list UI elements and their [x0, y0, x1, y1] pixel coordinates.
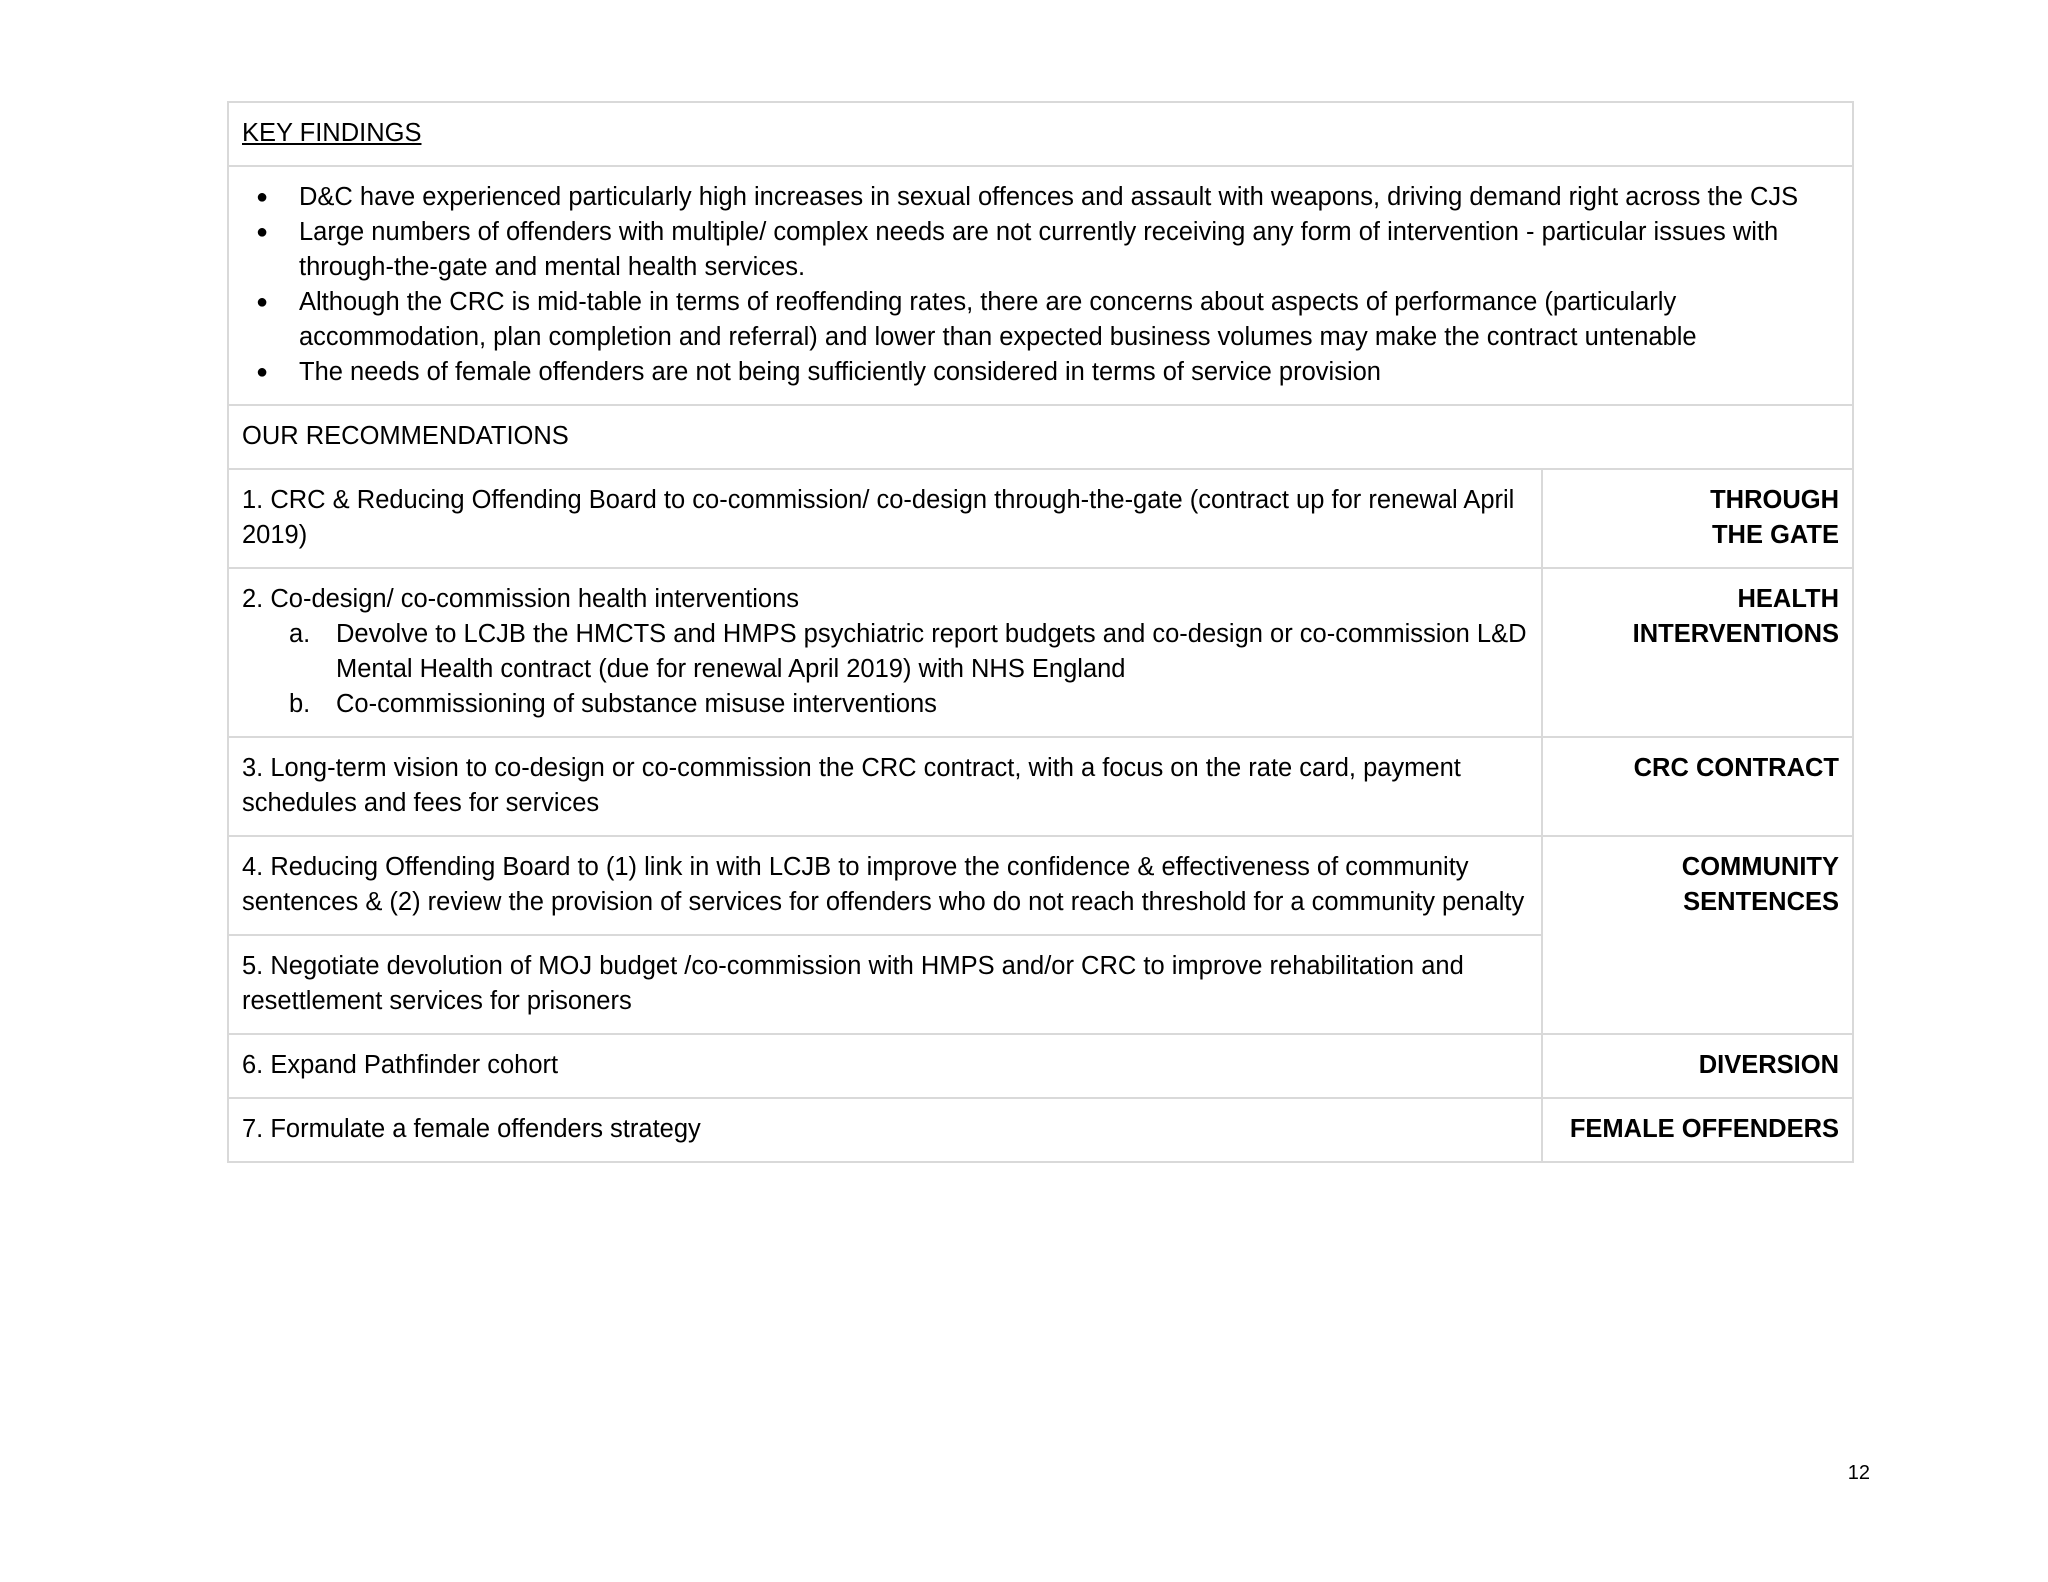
bullet-icon: ● [256, 291, 269, 313]
recommendation-text: 3. Long-term vision to co-design or co-commission the CRC contract, with a focus on the rate card, payment schedules and fees for services [242, 754, 1461, 817]
tag-line: COMMUNITY [1681, 853, 1840, 881]
list-item [242, 687, 1528, 722]
recommendations-heading-cell [228, 405, 1853, 469]
bullet-icon: ● [256, 361, 269, 383]
recommendation-tag-cell [1542, 1098, 1853, 1162]
sub-item-letter: b. [289, 690, 311, 718]
recommendation-cell [228, 1034, 1542, 1098]
key-findings-row [228, 166, 1853, 405]
tag-line: FEMALE OFFENDERS [1569, 1115, 1840, 1143]
table-row [228, 1034, 1853, 1098]
table-row [228, 568, 1853, 737]
sub-item-text: Co-commissioning of substance misuse interventions [336, 690, 937, 718]
list-item [242, 180, 1839, 215]
key-findings-heading-cell [228, 102, 1853, 166]
recommendation-text: 2. Co-design/ co-commission health interventions [242, 585, 800, 613]
tag-line: SENTENCES [1683, 888, 1840, 916]
tag-line: THROUGH [1710, 486, 1840, 514]
key-findings-list [242, 180, 1839, 390]
recommendation-text: 5. Negotiate devolution of MOJ budget /co-commission with HMPS and/or CRC to improve rehabilitation and resettlement services for prisoners [242, 952, 1464, 1015]
recommendation-text: 6. Expand Pathfinder cohort [242, 1051, 559, 1079]
recommendation-cell [228, 469, 1542, 568]
recommendation-text: 7. Formulate a female offenders strategy [242, 1115, 701, 1143]
recommendation-tag-cell [1542, 737, 1853, 836]
table-row [228, 737, 1853, 836]
finding-text: Large numbers of offenders with multiple/ complex needs are not currently receiving any form of intervention - particular issues with through-the-gate and mental health services. [299, 218, 1779, 281]
recommendation-text: 4. Reducing Offending Board to (1) link in with LCJB to improve the confidence & effectiveness of community sentences & (2) review the provision of services for offenders who do not reach threshold for a community penalty [242, 853, 1525, 916]
tag-line: INTERVENTIONS [1632, 620, 1840, 648]
list-item [242, 215, 1839, 285]
finding-text: Although the CRC is mid-table in terms of reoffending rates, there are concerns about aspects of performance (particularly accommodation, plan completion and referral) and lower than expected business volumes may make the contract untenable [299, 288, 1697, 351]
page-number: 12 [1847, 1462, 1870, 1484]
finding-text: The needs of female offenders are not being sufficiently considered in terms of service provision [299, 358, 1381, 386]
recommendation-cell [228, 568, 1542, 737]
sub-item-text: Devolve to LCJB the HMCTS and HMPS psychiatric report budgets and co-design or co-commission L&D Mental Health contract (due for renewal April 2019) with NHS England [336, 620, 1527, 683]
table-row [228, 836, 1853, 935]
bullet-icon: ● [256, 186, 269, 208]
recommendation-tag-cell [1542, 469, 1853, 568]
recommendation-tag-cell [1542, 1034, 1853, 1098]
recommendation-tag-cell [1542, 836, 1853, 1034]
finding-text: D&C have experienced particularly high increases in sexual offences and assault with weapons, driving demand right across the CJS [299, 183, 1799, 211]
list-item [242, 285, 1839, 355]
recommendation-text: 1. CRC & Reducing Offending Board to co-commission/ co-design through-the-gate (contract up for renewal April 2019) [242, 486, 1515, 549]
table-row [228, 1098, 1853, 1162]
findings-recommendations-table [227, 101, 1854, 1163]
recommendation-cell [228, 1098, 1542, 1162]
recommendations-heading: OUR RECOMMENDATIONS [242, 422, 569, 450]
key-findings-cell [228, 166, 1853, 405]
sub-item-letter: a. [289, 620, 311, 648]
recommendation-cell [228, 737, 1542, 836]
recommendation-cell [228, 836, 1542, 935]
list-item [242, 355, 1839, 390]
key-findings-heading-row [228, 102, 1853, 166]
tag-line: DIVERSION [1698, 1051, 1840, 1079]
recommendation-sublist [242, 617, 1528, 722]
table-row [228, 469, 1853, 568]
key-findings-heading: KEY FINDINGS [242, 119, 422, 147]
recommendation-tag-cell [1542, 568, 1853, 737]
recommendations-heading-row [228, 405, 1853, 469]
tag-line: HEALTH [1737, 585, 1840, 613]
list-item [242, 617, 1528, 687]
tag-line: CRC CONTRACT [1633, 754, 1840, 782]
bullet-icon: ● [256, 221, 269, 243]
recommendation-cell [228, 935, 1542, 1034]
tag-line: THE GATE [1711, 521, 1840, 549]
